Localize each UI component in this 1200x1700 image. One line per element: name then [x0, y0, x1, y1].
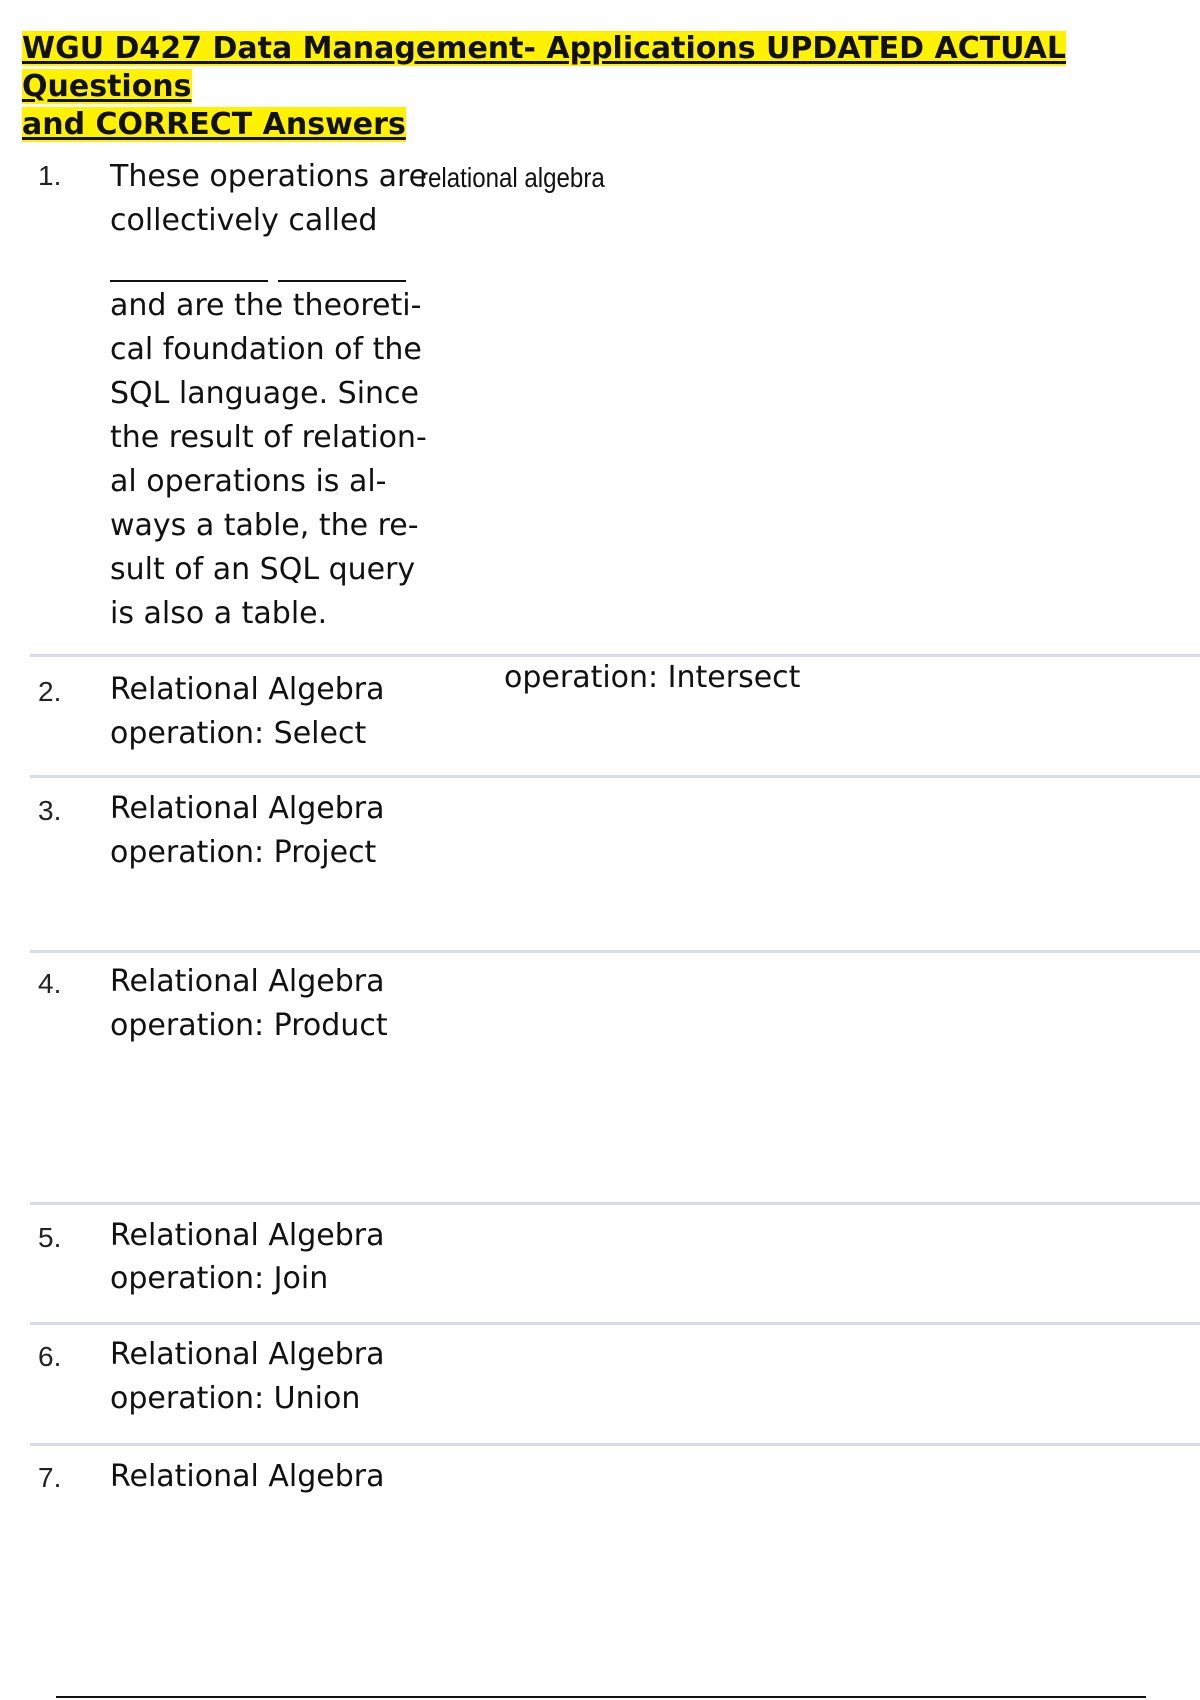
page-bottom-rule	[56, 1696, 1146, 1698]
question-1-line-5: SQL language. Since	[110, 376, 419, 411]
question-1-line-7: al operations is al-	[110, 464, 387, 499]
question-2-line-2: operation: Select	[110, 716, 367, 751]
row-divider	[30, 775, 1200, 778]
question-3-line-2: operation: Project	[110, 835, 377, 870]
question-1-line-8: ways a table, the re-	[110, 508, 419, 543]
question-1-line-1: These operations are	[110, 159, 428, 194]
document-title-line-2: and CORRECT Answers	[22, 107, 406, 142]
question-6-line-1: Relational Algebra	[110, 1337, 385, 1372]
question-6-line-2: operation: Union	[110, 1381, 361, 1416]
row-divider	[30, 950, 1200, 953]
question-4-number: 4.	[38, 968, 62, 999]
question-3-line-1: Relational Algebra	[110, 791, 385, 826]
question-2-line-1: Relational Algebra	[110, 672, 385, 707]
question-4-line-1: Relational Algebra	[110, 964, 385, 999]
question-6-number: 6.	[38, 1341, 62, 1372]
row-divider	[30, 1202, 1200, 1205]
question-1-number: 1.	[38, 160, 62, 191]
question-1-line-9: sult of an SQL query	[110, 552, 416, 587]
row-divider	[30, 1322, 1200, 1325]
question-2-answer: operation: Intersect	[504, 660, 801, 695]
document-title-line-1: WGU D427 Data Management- Applications UPDATED ACTUAL Questions	[22, 31, 1066, 104]
question-1-line-6: the result of relation-	[110, 420, 427, 455]
question-1-line-3: and are the theoreti-	[110, 288, 422, 323]
question-4-line-2: operation: Product	[110, 1008, 388, 1043]
question-5-line-1: Relational Algebra	[110, 1218, 385, 1253]
question-1-line-4: cal foundation of the	[110, 332, 422, 367]
question-3-number: 3.	[38, 795, 62, 826]
fill-in-blank-1	[110, 280, 268, 282]
question-7-line-1: Relational Algebra	[110, 1459, 385, 1494]
question-1-answer: relational algebra	[420, 162, 605, 193]
question-1-line-2: collectively called	[110, 203, 378, 238]
question-2-number: 2.	[38, 676, 62, 707]
question-5-line-2: operation: Join	[110, 1261, 329, 1296]
question-5-number: 5.	[38, 1222, 62, 1253]
question-7-number: 7.	[38, 1462, 62, 1493]
question-1-line-10: is also a table.	[110, 596, 328, 631]
fill-in-blank-2	[278, 280, 406, 282]
document-title	[22, 30, 1192, 144]
row-divider	[30, 1443, 1200, 1446]
